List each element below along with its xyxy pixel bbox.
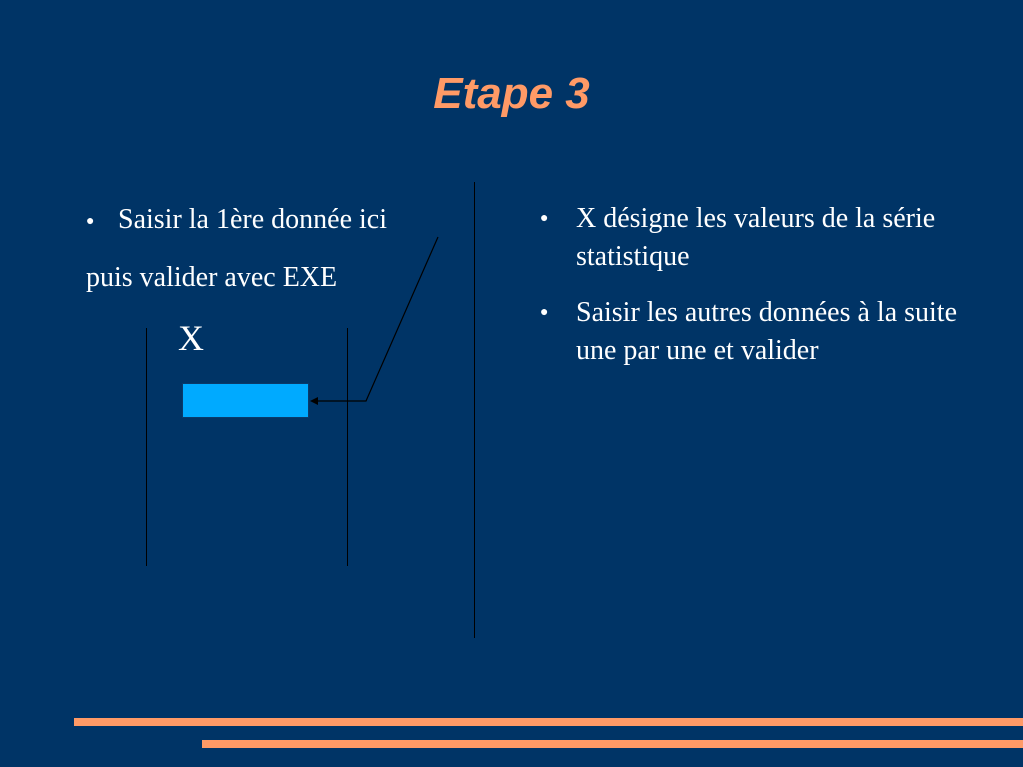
list-item	[536, 200, 976, 276]
slide-title: Etape 3	[433, 69, 590, 118]
list-item	[536, 294, 976, 370]
table-right-border	[347, 328, 348, 566]
list-item-text: X désigne les valeurs de la série statistique	[576, 203, 936, 272]
table-header-x: X	[178, 318, 204, 358]
footer-decoration-bar-top	[74, 718, 1023, 726]
bullet-icon: ●	[540, 211, 549, 226]
left-instruction-text-1: Saisir la 1ère donnée ici	[118, 204, 388, 235]
left-instruction-line-1	[86, 198, 387, 244]
list-item-text: Saisir les autres données à la suite une par une et valider	[576, 297, 958, 366]
column-divider	[474, 182, 475, 638]
right-column	[536, 200, 976, 388]
arrow-head-icon	[310, 397, 318, 405]
data-input-cell[interactable]	[182, 383, 309, 418]
left-instruction-line-2: puis valider avec EXE	[86, 262, 338, 293]
footer-decoration-bar-bottom	[202, 740, 1023, 748]
bullet-icon: ●	[86, 213, 95, 229]
right-bullet-list	[536, 200, 976, 370]
table-left-border	[146, 328, 147, 566]
bullet-icon: ●	[540, 305, 549, 320]
